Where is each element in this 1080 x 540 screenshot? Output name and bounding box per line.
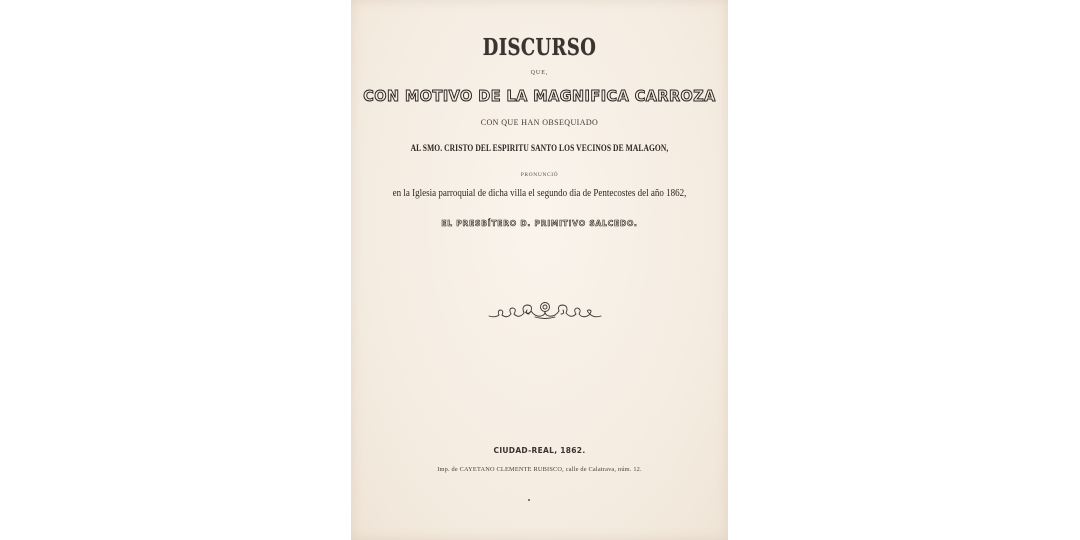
scroll-flourish-ornament-icon [487, 296, 603, 324]
author-line: EL PRESBÍTERO D. PRIMITIVO SALCEDO. [441, 219, 638, 228]
iglesia-line: en la Iglesia parroquial de dicha villa el segundo dia de Pentecostes del año 1862, [392, 188, 687, 199]
ink-dot [528, 499, 530, 501]
obsequiado-text: CON QUE HAN OBSEQUIADO [480, 118, 599, 127]
imprint-city-year: CIUDAD-REAL, 1862. [493, 446, 586, 455]
motivo-heading: CON MOTIVO DE LA MAGNIFICA CARROZA [363, 87, 716, 105]
document-page [351, 0, 728, 540]
printer-line: Imp. de CAYETANO CLEMENTE RUBISCO, calle de Calatrava, núm. 12. [437, 466, 642, 473]
pronuncio-text: PRONUNCIÓ [520, 172, 559, 178]
que-text: QUE, [530, 70, 549, 76]
document-title: DISCURSO [482, 34, 597, 61]
cristo-line: AL SMO. CRISTO DEL ESPIRITU SANTO LOS VECINOS DE MALAGON, [410, 143, 669, 153]
